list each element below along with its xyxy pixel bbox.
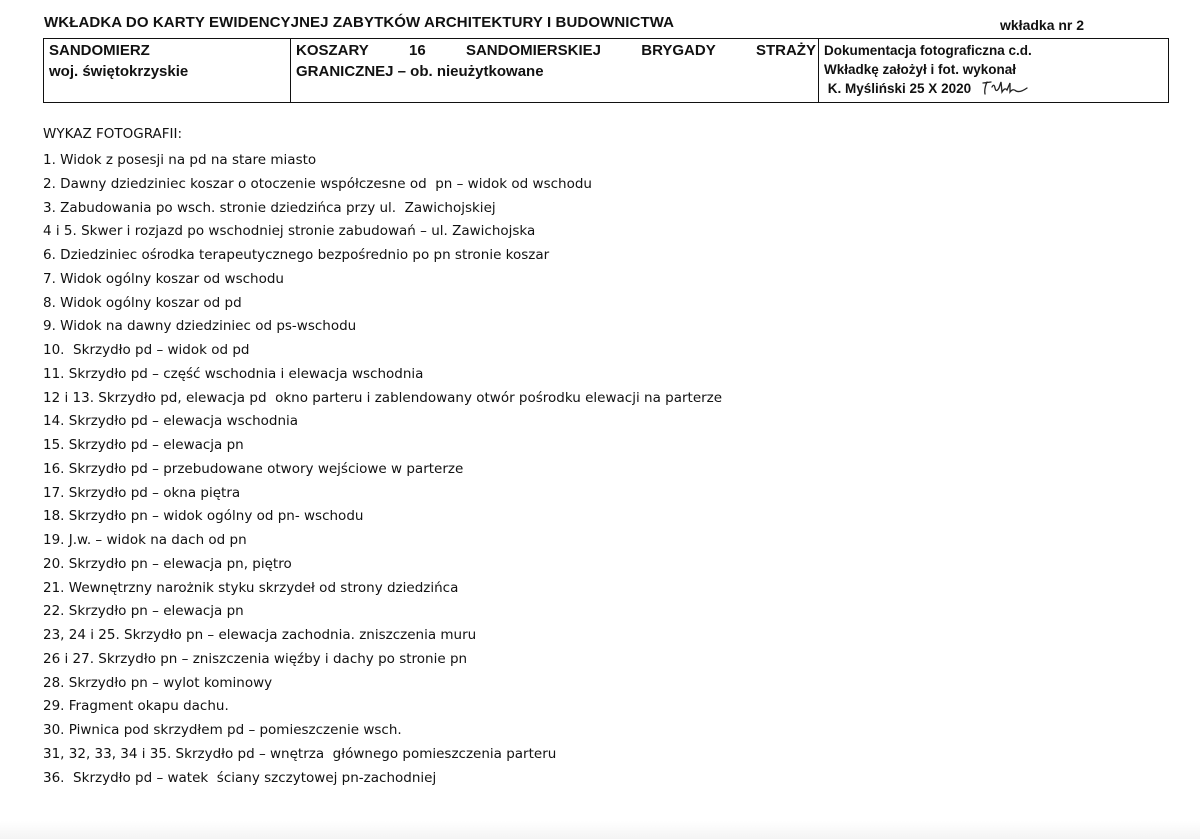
photo-list-item: 6. Dziedziniec ośrodka terapeutycznego bezpośrednio po pn stronie koszar — [43, 247, 550, 263]
photo-list — [43, 150, 722, 791]
photo-list-item: 31, 32, 33, 34 i 35. Skrzydło pd – wnętrza głównego pomieszczenia parteru — [43, 745, 557, 762]
photo-list-item: 12 i 13. Skrzydło pd, elewacja pd okno parteru i zablendowany otwór pośrodku elewacji na parterze — [43, 389, 723, 406]
photo-list-item: 10. Skrzydło pd – widok od pd — [43, 342, 250, 358]
documentation-cell — [819, 39, 1168, 102]
object-word: KOSZARY — [296, 42, 369, 59]
photo-list-item: 21. Wewnętrzny narożnik styku skrzydeł od strony dziedzińca — [43, 579, 459, 596]
object-word: STRAŻY — [755, 42, 816, 59]
handwritten-signature — [981, 79, 1031, 102]
photo-list-item: 7. Widok ogólny koszar od wschodu — [43, 270, 284, 287]
record-header-table — [43, 38, 1169, 103]
photo-list-item: 3. Zabudowania po wsch. stronie dziedzińca przy ul. Zawichojskiej — [43, 199, 496, 216]
photo-list-item: 29. Fragment okapu dachu. — [43, 698, 229, 715]
photo-list-heading: WYKAZ FOTOGRAFII: — [43, 126, 183, 142]
photo-list-item: 1. Widok z posesji na pd na stare miasto — [43, 152, 317, 168]
object-name-line1 — [296, 40, 816, 61]
photo-list-item: 30. Piwnica pod skrzydłem pd – pomieszczenie wsch. — [43, 722, 402, 738]
object-name-line2: GRANICZNEJ – ob. nieużytkowane — [296, 63, 544, 80]
city-name: SANDOMIERZ — [49, 42, 150, 59]
photo-list-item: 28. Skrzydło pn – wylot kominowy — [43, 674, 273, 691]
location-cell — [44, 39, 291, 102]
photo-list-item: 9. Widok na dawny dziedziniec od ps-wschodu — [43, 318, 357, 335]
scan-bottom-edge — [0, 821, 1200, 839]
object-word: SANDOMIERSKIEJ — [465, 42, 601, 59]
photo-list-item: 22. Skrzydło pn – elewacja pn — [43, 603, 244, 620]
photo-list-item: 20. Skrzydło pn – elewacja pn, piętro — [43, 555, 292, 572]
photo-list-item: 4 i 5. Skwer i rozjazd po wschodniej stronie zabudowań – ul. Zawichojska — [43, 223, 536, 240]
photo-list-item: 11. Skrzydło pd – część wschodnia i elewacja wschodnia — [43, 365, 424, 382]
photo-list-item: 19. J.w. – widok na dach od pn — [43, 532, 247, 548]
photo-list-item: 23, 24 i 25. Skrzydło pn – elewacja zachodnia. zniszczenia muru — [43, 627, 477, 643]
author-line — [824, 79, 1163, 102]
photo-list-item: 18. Skrzydło pn – widok ogólny od pn- wschodu — [43, 508, 364, 525]
insert-number: wkładka nr 2 — [1000, 17, 1085, 33]
author-label: Wkładkę założył i fot. wykonał — [824, 62, 1017, 77]
photo-list-item: 16. Skrzydło pd – przebudowane otwory wejściowe w parterze — [43, 460, 464, 477]
voivodeship: woj. świętokrzyskie — [49, 63, 189, 80]
object-word: 16 — [409, 42, 426, 59]
photo-list-item: 15. Skrzydło pd – elewacja pn — [43, 437, 244, 453]
photo-list-item: 14. Skrzydło pd – elewacja wschodnia — [43, 413, 299, 430]
photo-list-item: 36. Skrzydło pd – watek ściany szczytowej pn-zachodniej — [43, 769, 437, 786]
photo-list-item: 8. Widok ogólny koszar od pd — [43, 294, 242, 311]
object-word: BRYGADY — [641, 42, 716, 59]
document-title: WKŁADKA DO KARTY EWIDENCYJNEJ ZABYTKÓW ARCHITEKTURY I BUDOWNICTWA — [44, 14, 675, 31]
photo-list-item: 2. Dawny dziedziniec koszar o otoczenie współczesne od pn – widok od wschodu — [43, 175, 592, 192]
object-cell — [291, 39, 819, 102]
photo-list-item: 17. Skrzydło pd – okna piętra — [43, 484, 241, 501]
author-date: K. Myśliński 25 X 2020 — [827, 81, 972, 96]
documentation-type: Dokumentacja fotograficzna c.d. — [824, 43, 1032, 58]
photo-list-item: 26 i 27. Skrzydło pn – zniszczenia więźby i dachy po stronie pn — [43, 650, 468, 667]
